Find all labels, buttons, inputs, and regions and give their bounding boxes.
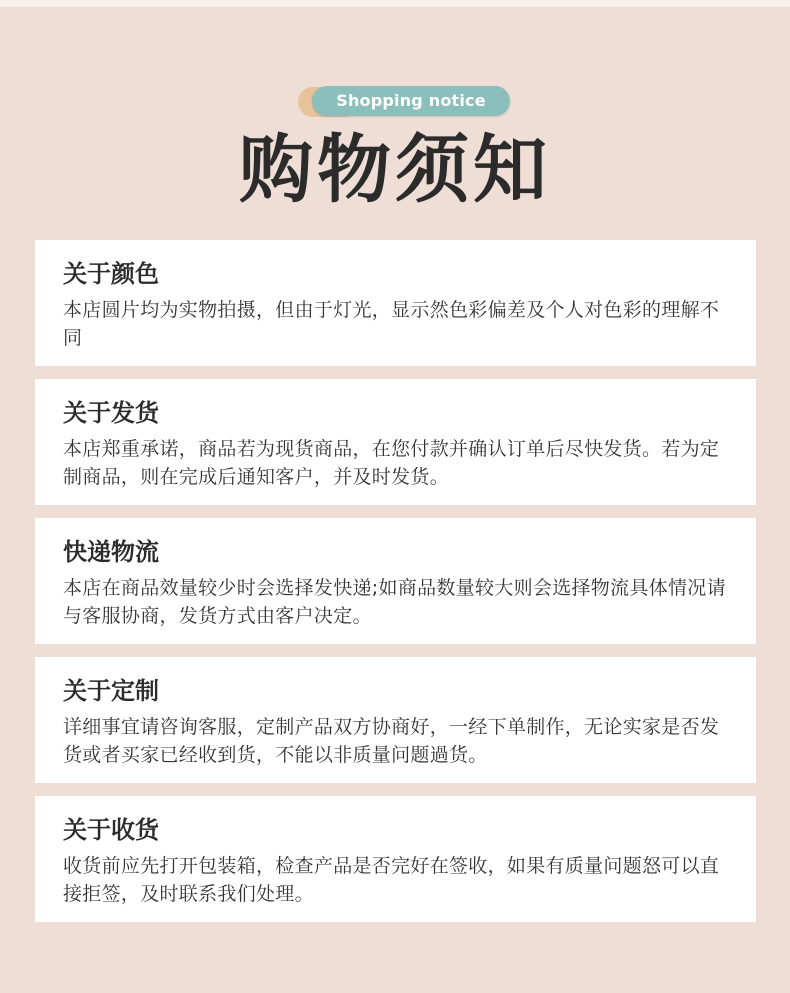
section-card-logistics xyxy=(35,518,756,644)
section-text: 收货前应先打开包装箱，检查产品是否完好在签收，如果有质量问题怒可以直接拒签，及时联系我们处理。 xyxy=(63,855,720,905)
section-text: 本店圆片均为实物拍摄，但由于灯光，显示然色彩偏差及个人对色彩的理解不同 xyxy=(63,299,720,349)
shopping-notice-badge xyxy=(298,86,512,118)
section-title: 快递物流 xyxy=(63,538,159,566)
section-card-shipping xyxy=(35,379,756,505)
top-strip xyxy=(0,0,790,7)
section-text: 详细事宜请咨询客服，定制产品双方协商好，一经下单制作，无论实家是否发货或者买家已经收到货，不能以非质量问题過货。 xyxy=(63,716,720,766)
section-text: 本店在商品效量较少时会选择发快递;如商品数量较大则会选择物流具体情况请与客服协商，发货方式由客户决定。 xyxy=(63,577,726,627)
section-card-color xyxy=(35,240,756,366)
section-text: 本店郑重承诺，商品若为现货商品，在您付款并确认订单后尽快发货。若为定制商品，则在完成后通知客户，并及时发货。 xyxy=(63,438,720,488)
section-title: 关于定制 xyxy=(63,677,159,705)
page-title: 购物须知 xyxy=(239,127,551,213)
section-card-receiving xyxy=(35,796,756,922)
section-title: 关于收货 xyxy=(63,816,159,844)
badge-label: Shopping notice xyxy=(312,86,510,116)
section-title: 关于颜色 xyxy=(63,260,159,288)
section-card-customization xyxy=(35,657,756,783)
section-title: 关于发货 xyxy=(63,399,159,427)
